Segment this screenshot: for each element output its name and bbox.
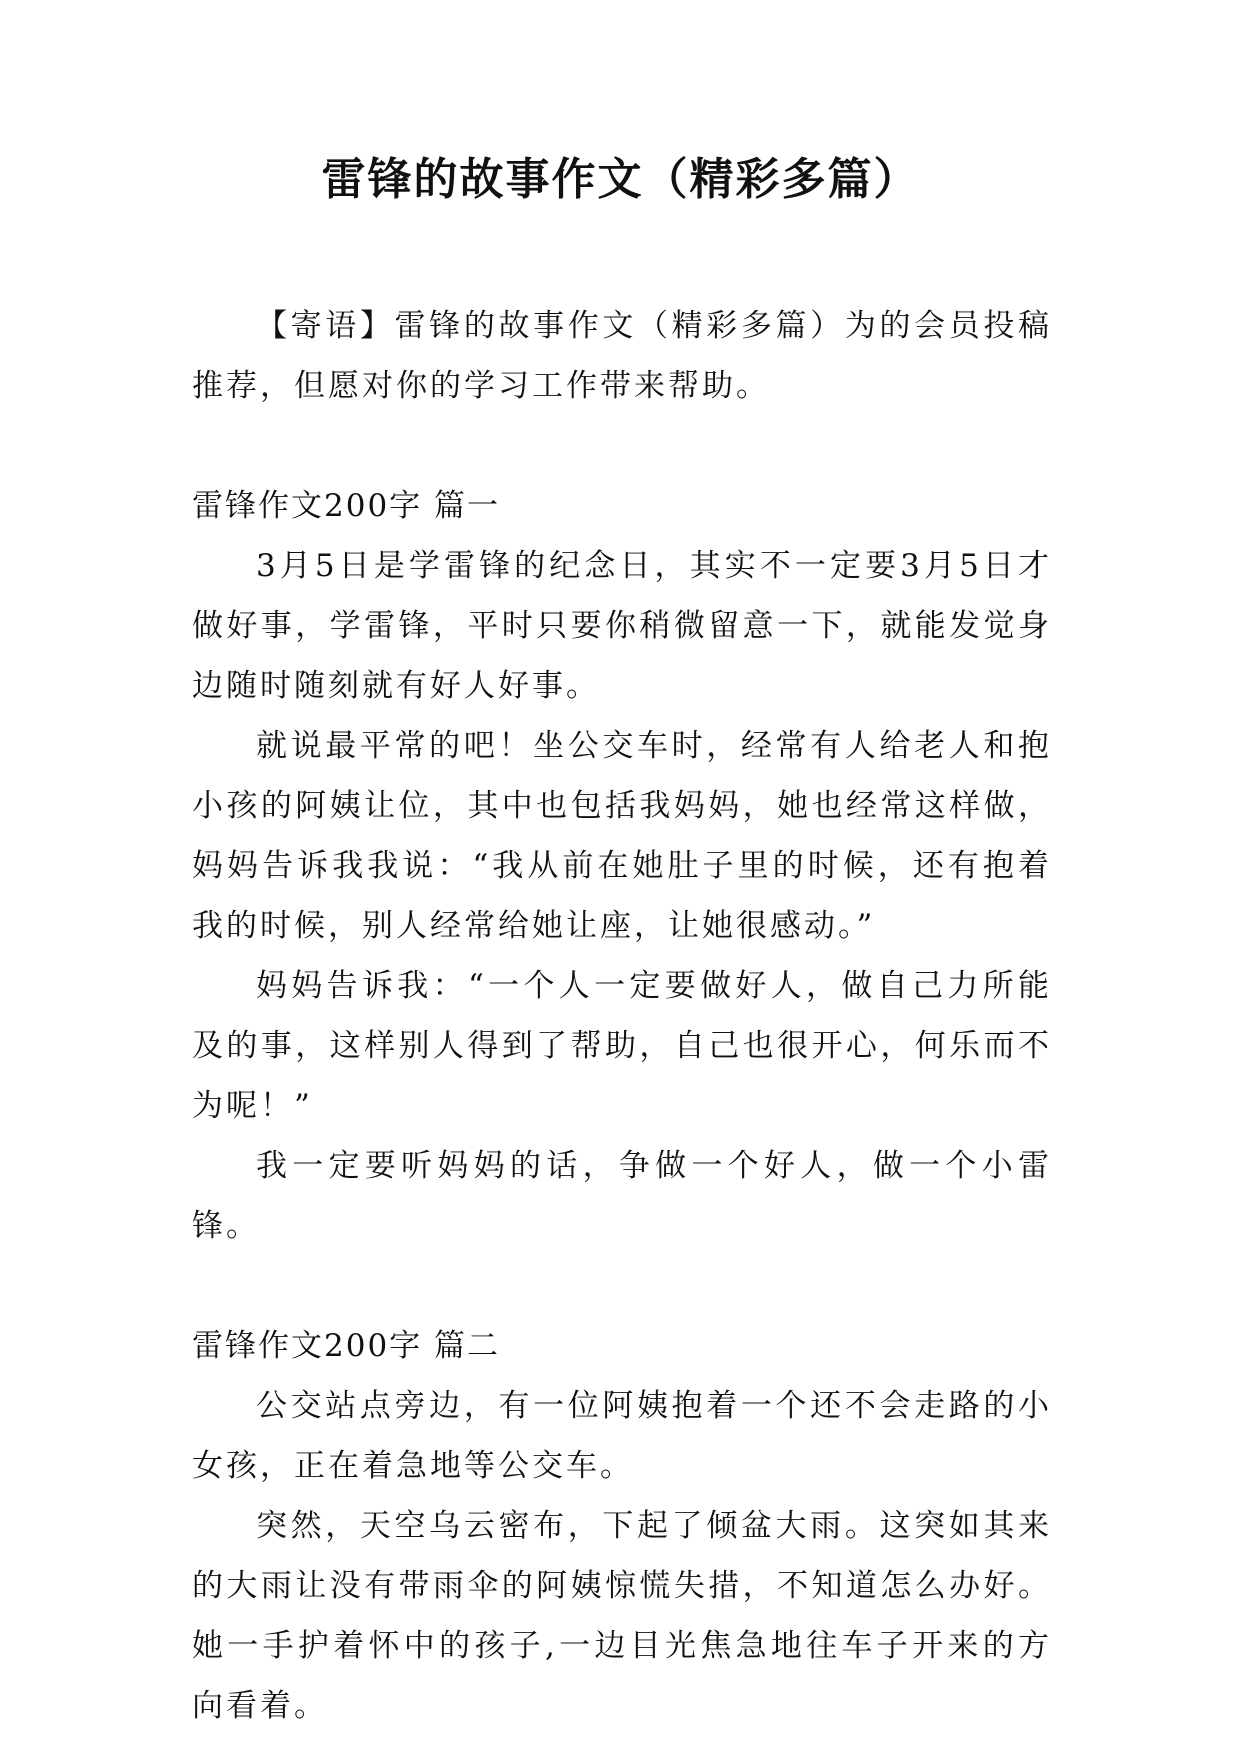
section-1-paragraph-2: 就说最平常的吧！坐公交车时，经常有人给老人和抱小孩的阿姨让位，其中也包括我妈妈，她也经常这样做，妈妈告诉我我说：“我从前在她肚子里的时候，还有抱着我的时候，别人经常给她让座，让她很感动。” (192, 728, 1052, 944)
section-heading-1: 雷锋作文200字 篇一 (192, 488, 501, 524)
section-1-paragraph-4: 我一定要听妈妈的话，争做一个好人，做一个小雷锋。 (192, 1148, 1052, 1244)
section-spacer (192, 1256, 1052, 1316)
section-2-paragraph-1: 公交站点旁边，有一位阿姨抱着一个还不会走路的小女孩，正在着急地等公交车。 (192, 1388, 1052, 1484)
intro-paragraph: 【寄语】雷锋的故事作文（精彩多篇）为的会员投稿推荐，但愿对你的学习工作带来帮助。 (192, 308, 1052, 404)
document-title: 雷锋的故事作文（精彩多篇） (321, 154, 920, 205)
section-1-paragraph-3: 妈妈告诉我：“一个人一定要做好人，做自己力所能及的事，这样别人得到了帮助，自己也很开心，何乐而不为呢！” (192, 968, 1052, 1124)
section-spacer (192, 416, 1052, 476)
section-2-paragraph-2: 突然，天空乌云密布，下起了倾盆大雨。这突如其来的大雨让没有带雨伞的阿姨惊慌失措，不知道怎么办好。她一手护着怀中的孩子,一边目光焦急地往车子开来的方向看着。 (192, 1508, 1052, 1724)
section-1-paragraph-1: 3月5日是学雷锋的纪念日，其实不一定要3月5日才做好事，学雷锋，平时只要你稍微留意一下，就能发觉身边随时随刻就有好人好事。 (192, 548, 1052, 704)
section-heading-2: 雷锋作文200字 篇二 (192, 1328, 501, 1364)
document-body (192, 296, 1052, 1736)
